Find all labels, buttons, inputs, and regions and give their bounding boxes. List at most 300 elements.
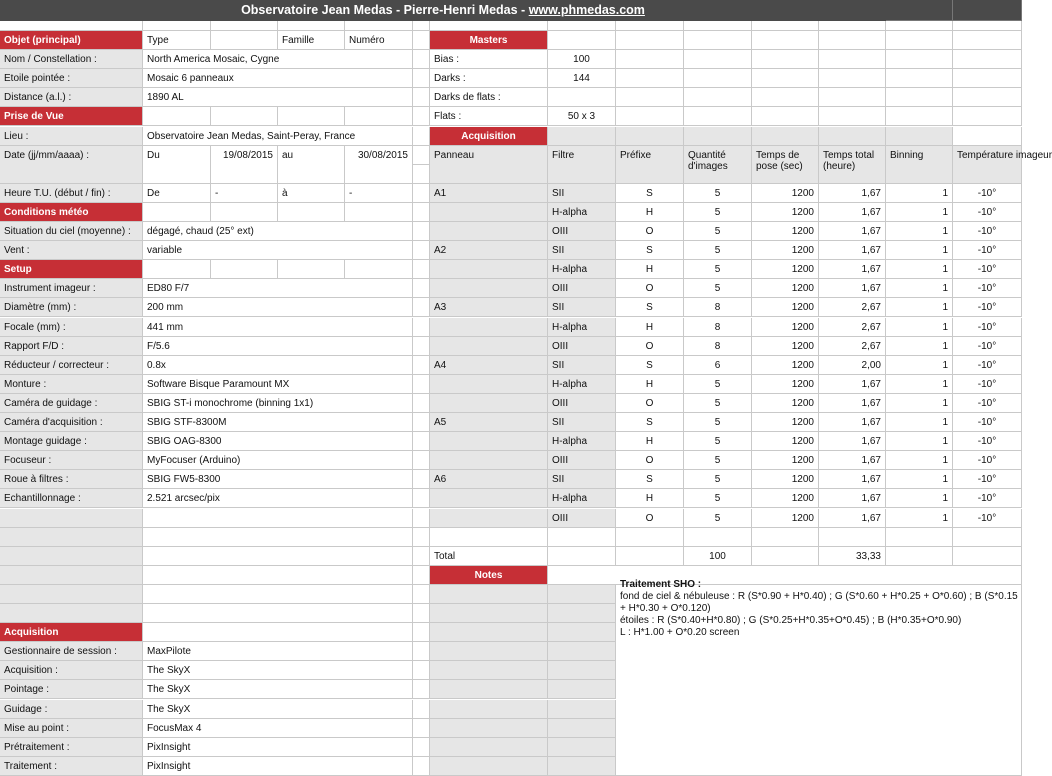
empty-cell[interactable] [278,203,345,222]
gutter-cell [413,241,430,260]
empty-cell[interactable] [211,203,278,222]
binning-cell[interactable]: 1 [886,203,953,222]
temp-cell[interactable]: -10° [953,337,1022,356]
spacer-cell [886,21,953,31]
empty-cell[interactable] [430,528,548,547]
total-cell[interactable]: 1,67 [819,260,886,279]
empty-cell[interactable] [953,127,1022,146]
empty-cell[interactable] [616,31,684,50]
empty-cell[interactable] [616,107,684,126]
temp-cell[interactable]: -10° [953,203,1022,222]
prefixe-cell[interactable]: H [616,318,684,337]
qte-cell[interactable]: 5 [684,413,752,432]
qte-cell[interactable]: 5 [684,375,752,394]
masters-value[interactable]: 50 x 3 [548,107,616,126]
temp-cell[interactable]: -10° [953,509,1022,528]
prefixe-cell[interactable]: O [616,451,684,470]
masters-label: Bias : [430,50,548,69]
qte-cell[interactable]: 5 [684,470,752,489]
empty-cell[interactable] [345,203,413,222]
col-numero[interactable]: Numéro [345,31,413,50]
empty-cell[interactable] [548,127,616,146]
filtre-cell: OIII [548,451,616,470]
acq-label: Pointage : [0,680,143,699]
title-text: Observatoire Jean Medas - Pierre-Henri Medas - [241,3,529,17]
temp-cell[interactable]: -10° [953,241,1022,260]
date-au[interactable]: au [278,146,345,184]
empty-cell[interactable] [684,69,752,88]
col-type[interactable]: Type [143,31,211,50]
date-from[interactable]: 19/08/2015 [211,146,278,184]
empty-cell[interactable] [143,623,413,642]
empty-cell[interactable] [143,509,413,528]
spacer-cell [684,21,752,31]
binning-cell[interactable]: 1 [886,356,953,375]
empty-cell[interactable] [278,107,345,126]
panneau-cell [430,318,548,337]
setup-value[interactable]: 441 mm [143,318,413,337]
temp-cell[interactable]: -10° [953,184,1022,203]
empty-cell[interactable] [684,88,752,107]
prefixe-cell[interactable]: H [616,375,684,394]
empty-cell[interactable] [752,69,819,88]
temp-cell[interactable]: -10° [953,279,1022,298]
empty-cell[interactable] [684,127,752,146]
gutter-cell [413,700,430,719]
binning-cell[interactable]: 1 [886,432,953,451]
prefixe-cell[interactable]: S [616,413,684,432]
empty-cell[interactable] [886,127,953,146]
setup-value[interactable]: SBIG FW5-8300 [143,470,413,489]
empty-cell[interactable] [819,88,886,107]
empty-cell[interactable] [143,528,413,547]
temp-cell[interactable]: -10° [953,451,1022,470]
setup-value[interactable]: SBIG ST-i monochrome (binning 1x1) [143,394,413,413]
temp-cell[interactable]: -10° [953,470,1022,489]
total-cell[interactable]: 2,67 [819,318,886,337]
total-cell[interactable]: 1,67 [819,489,886,508]
etoile-label: Etoile pointée : [0,69,143,88]
gutter-cell [413,719,430,738]
prefixe-cell[interactable]: H [616,432,684,451]
pose-cell[interactable]: 1200 [752,356,819,375]
qte-cell[interactable]: 5 [684,203,752,222]
empty-cell[interactable] [886,528,953,547]
empty-cell[interactable] [752,31,819,50]
empty-cell[interactable] [345,107,413,126]
prefixe-cell[interactable]: H [616,203,684,222]
prefixe-cell[interactable]: O [616,509,684,528]
qte-cell[interactable]: 5 [684,279,752,298]
temp-cell[interactable]: -10° [953,394,1022,413]
nom-value[interactable]: North America Mosaic, Cygne [143,50,413,69]
lieu-value[interactable]: Observatoire Jean Medas, Saint-Peray, France [143,127,413,146]
empty-cell[interactable] [211,107,278,126]
empty-cell[interactable] [819,69,886,88]
empty-cell[interactable] [143,260,211,279]
gutter-cell [413,604,430,623]
binning-cell[interactable]: 1 [886,470,953,489]
pose-cell[interactable]: 1200 [752,375,819,394]
masters-value[interactable] [548,88,616,107]
gutter-cell [413,680,430,699]
acq-label: Prétraitement : [0,738,143,757]
gutter-cell [413,203,430,222]
gutter-cell [413,165,430,184]
spacer-cell [616,21,684,31]
empty-cell[interactable] [886,88,953,107]
setup-label: Montage guidage : [0,432,143,451]
gutter-cell [413,107,430,126]
setup-label: Caméra d'acquisition : [0,413,143,432]
prefixe-cell[interactable]: O [616,394,684,413]
filtre-cell: OIII [548,279,616,298]
gutter-cell [413,451,430,470]
qte-cell[interactable]: 5 [684,509,752,528]
total-cell[interactable]: 1,67 [819,451,886,470]
empty-cell[interactable] [548,547,616,566]
total-qte: 100 [684,547,752,566]
prefixe-cell[interactable]: S [616,241,684,260]
panneau-cell: A3 [430,298,548,317]
gutter-cell [413,413,430,432]
setup-value[interactable]: 2.521 arcsec/pix [143,489,413,508]
temp-cell[interactable]: -10° [953,318,1022,337]
pose-cell[interactable]: 1200 [752,489,819,508]
total-cell[interactable]: 2,67 [819,298,886,317]
prefixe-cell[interactable]: H [616,489,684,508]
binning-cell[interactable]: 1 [886,451,953,470]
setup-value[interactable]: 0.8x [143,356,413,375]
filtre-cell: H-alpha [548,489,616,508]
prefixe-cell[interactable]: S [616,470,684,489]
pose-cell[interactable]: 1200 [752,318,819,337]
empty-cell[interactable] [143,547,413,566]
pose-cell[interactable]: 1200 [752,432,819,451]
empty-cell[interactable] [819,31,886,50]
gutter-cell [413,642,430,661]
heure-de[interactable]: De [143,184,211,203]
total-cell[interactable]: 2,00 [819,356,886,375]
temp-cell[interactable]: -10° [953,222,1022,241]
total-cell[interactable]: 1,67 [819,470,886,489]
pose-cell[interactable]: 1200 [752,509,819,528]
gutter-cell [413,470,430,489]
empty-cell[interactable] [752,547,819,566]
col-header-5: Temps de pose (sec) [752,146,819,184]
panneau-cell [430,394,548,413]
temp-cell[interactable]: -10° [953,298,1022,317]
empty-cell[interactable] [211,260,278,279]
pose-cell[interactable]: 1200 [752,203,819,222]
setup-value[interactable]: F/5.6 [143,337,413,356]
qte-cell[interactable]: 8 [684,337,752,356]
panneau-cell [430,337,548,356]
binning-cell[interactable]: 1 [886,279,953,298]
gutter-cell [413,50,430,69]
prefixe-cell[interactable]: O [616,222,684,241]
col-famille[interactable]: Famille [278,31,345,50]
empty-cell[interactable] [143,566,413,585]
empty-cell[interactable] [752,88,819,107]
empty-cell[interactable] [616,127,684,146]
empty-cell[interactable] [143,107,211,126]
acq-label: Gestionnaire de session : [0,642,143,661]
pose-cell[interactable]: 1200 [752,470,819,489]
filtre-cell: SII [548,356,616,375]
temp-cell[interactable]: -10° [953,356,1022,375]
masters-value[interactable]: 100 [548,50,616,69]
qte-cell[interactable]: 5 [684,184,752,203]
filtre-cell: H-alpha [548,318,616,337]
notes-cell [430,604,548,623]
etoile-value[interactable]: Mosaic 6 panneaux [143,69,413,88]
pose-cell[interactable]: 1200 [752,222,819,241]
acq-value[interactable]: FocusMax 4 [143,719,413,738]
gutter-cell [413,337,430,356]
empty-cell[interactable] [953,50,1022,69]
empty-cell[interactable] [953,31,1022,50]
binning-cell[interactable]: 1 [886,298,953,317]
empty-cell[interactable] [953,547,1022,566]
panneau-cell [430,451,548,470]
empty-cell[interactable] [616,88,684,107]
qte-cell[interactable]: 5 [684,451,752,470]
notes-header: Notes [430,566,548,585]
prefixe-cell[interactable]: S [616,184,684,203]
gutter-cell [413,394,430,413]
binning-cell[interactable]: 1 [886,337,953,356]
empty-cell[interactable] [953,88,1022,107]
gutter-cell [413,509,430,528]
filtre-cell: OIII [548,509,616,528]
gutter-cell [413,88,430,107]
pose-cell[interactable]: 1200 [752,298,819,317]
spacer-cell [548,21,616,31]
empty-cell[interactable] [819,528,886,547]
notes-cell [548,604,616,623]
empty-cell[interactable] [278,260,345,279]
empty-cell[interactable] [684,50,752,69]
notes-cell [548,661,616,680]
empty-cell[interactable] [616,528,684,547]
panneau-cell [430,509,548,528]
empty-cell[interactable] [752,127,819,146]
prefixe-cell[interactable]: S [616,356,684,375]
qte-cell[interactable]: 5 [684,432,752,451]
heure-dash-1[interactable]: - [211,184,278,203]
qte-cell[interactable]: 5 [684,222,752,241]
empty-label [0,528,143,547]
notes-cell [430,700,548,719]
qte-cell[interactable]: 6 [684,356,752,375]
prefixe-cell[interactable]: O [616,279,684,298]
empty-cell[interactable] [616,50,684,69]
gutter-cell [413,356,430,375]
empty-cell[interactable] [886,31,953,50]
total-cell[interactable]: 1,67 [819,184,886,203]
qte-cell[interactable]: 5 [684,394,752,413]
total-cell[interactable]: 1,67 [819,203,886,222]
panneau-cell [430,432,548,451]
empty-cell[interactable] [143,604,413,623]
temp-cell[interactable]: -10° [953,432,1022,451]
distance-value[interactable]: 1890 AL [143,88,413,107]
total-cell[interactable]: 1,67 [819,279,886,298]
temp-cell[interactable]: -10° [953,489,1022,508]
empty-cell[interactable] [616,547,684,566]
setup-label: Rapport F/D : [0,337,143,356]
heure-dash-2[interactable]: - [345,184,413,203]
setup-value[interactable]: ED80 F/7 [143,279,413,298]
pose-cell[interactable]: 1200 [752,279,819,298]
empty-cell[interactable] [616,69,684,88]
empty-cell[interactable] [953,69,1022,88]
masters-value[interactable]: 144 [548,69,616,88]
acq-value[interactable]: MaxPilote [143,642,413,661]
ciel-value[interactable]: dégagé, chaud (25° ext) [143,222,413,241]
pose-cell[interactable]: 1200 [752,260,819,279]
empty-cell[interactable] [752,107,819,126]
total-cell[interactable]: 2,67 [819,337,886,356]
date-du[interactable]: Du [143,146,211,184]
title-cell [886,0,953,21]
temp-cell[interactable]: -10° [953,413,1022,432]
qte-cell[interactable]: 8 [684,318,752,337]
gutter-cell [413,318,430,337]
qte-cell[interactable]: 5 [684,260,752,279]
binning-cell[interactable]: 1 [886,489,953,508]
heure-a[interactable]: à [278,184,345,203]
acq-left-header: Acquisition [0,623,143,642]
acq-value[interactable]: PixInsight [143,738,413,757]
empty-cell[interactable] [143,585,413,604]
total-cell[interactable]: 1,67 [819,394,886,413]
setup-label: Focale (mm) : [0,318,143,337]
total-cell[interactable]: 1,67 [819,241,886,260]
website-link[interactable]: www.phmedas.com [528,3,645,17]
acq-label: Traitement : [0,757,143,776]
col-header-3: Préfixe [616,146,684,184]
gutter-cell [413,566,430,585]
empty-cell[interactable] [143,203,211,222]
binning-cell[interactable]: 1 [886,260,953,279]
acq-value[interactable]: The SkyX [143,661,413,680]
empty-cell[interactable] [886,69,953,88]
total-cell[interactable]: 1,67 [819,413,886,432]
page-title [0,0,886,21]
empty-cell[interactable] [819,107,886,126]
total-time: 33,33 [819,547,886,566]
empty-cell[interactable] [684,107,752,126]
empty-cell[interactable] [953,528,1022,547]
binning-cell[interactable]: 1 [886,509,953,528]
setup-value[interactable]: SBIG OAG-8300 [143,432,413,451]
empty-cell[interactable] [886,547,953,566]
prefixe-cell[interactable]: H [616,260,684,279]
date-to[interactable]: 30/08/2015 [345,146,413,184]
binning-cell[interactable]: 1 [886,318,953,337]
binning-cell[interactable]: 1 [886,241,953,260]
binning-cell[interactable]: 1 [886,184,953,203]
empty-cell[interactable] [752,528,819,547]
temp-cell[interactable]: -10° [953,260,1022,279]
masters-label: Darks de flats : [430,88,548,107]
binning-cell[interactable]: 1 [886,394,953,413]
gutter-cell [413,146,430,165]
empty-cell[interactable] [819,127,886,146]
pose-cell[interactable]: 1200 [752,451,819,470]
empty-cell[interactable] [752,50,819,69]
setup-value[interactable]: 200 mm [143,298,413,317]
pose-cell[interactable]: 1200 [752,337,819,356]
pose-cell[interactable]: 1200 [752,184,819,203]
qte-cell[interactable]: 5 [684,489,752,508]
empty-cell[interactable] [953,107,1022,126]
empty-cell[interactable] [819,50,886,69]
setup-value[interactable]: SBIG STF-8300M [143,413,413,432]
total-cell[interactable]: 1,67 [819,509,886,528]
total-cell[interactable]: 1,67 [819,222,886,241]
acq-value[interactable]: PixInsight [143,757,413,776]
empty-cell[interactable] [684,528,752,547]
temp-cell[interactable]: -10° [953,375,1022,394]
gutter-cell [413,31,430,50]
setup-value[interactable]: MyFocuser (Arduino) [143,451,413,470]
total-cell[interactable]: 1,67 [819,375,886,394]
vent-value[interactable]: variable [143,241,413,260]
pose-cell[interactable]: 1200 [752,241,819,260]
gutter-cell [413,738,430,757]
masters-header: Masters [430,31,548,50]
empty-cell[interactable] [345,260,413,279]
empty-cell[interactable] [886,50,953,69]
gutter-cell [413,432,430,451]
setup-header: Setup [0,260,143,279]
notes-cell [548,680,616,699]
setup-label: Réducteur / correcteur : [0,356,143,375]
empty-label [0,566,143,585]
empty-cell[interactable] [684,31,752,50]
prefixe-cell[interactable]: O [616,337,684,356]
total-cell[interactable]: 1,67 [819,432,886,451]
empty-cell[interactable] [886,107,953,126]
qte-cell[interactable]: 8 [684,298,752,317]
empty-cell[interactable] [548,31,616,50]
panneau-cell [430,203,548,222]
gutter-cell [413,489,430,508]
acq-value[interactable]: The SkyX [143,680,413,699]
setup-label: Monture : [0,375,143,394]
setup-value[interactable]: Software Bisque Paramount MX [143,375,413,394]
spacer-cell [752,21,819,31]
qte-cell[interactable]: 5 [684,241,752,260]
acq-value[interactable]: The SkyX [143,700,413,719]
empty-cell[interactable] [548,528,616,547]
col-type-b[interactable] [211,31,278,50]
binning-cell[interactable]: 1 [886,413,953,432]
binning-cell[interactable]: 1 [886,222,953,241]
notes-cell [430,642,548,661]
binning-cell[interactable]: 1 [886,375,953,394]
notes-cell [430,623,548,642]
meteo-header: Conditions météo [0,203,143,222]
notes-cell [548,757,616,776]
col-header-7: Binning [886,146,953,184]
pose-cell[interactable]: 1200 [752,394,819,413]
prefixe-cell[interactable]: S [616,298,684,317]
pose-cell[interactable]: 1200 [752,413,819,432]
